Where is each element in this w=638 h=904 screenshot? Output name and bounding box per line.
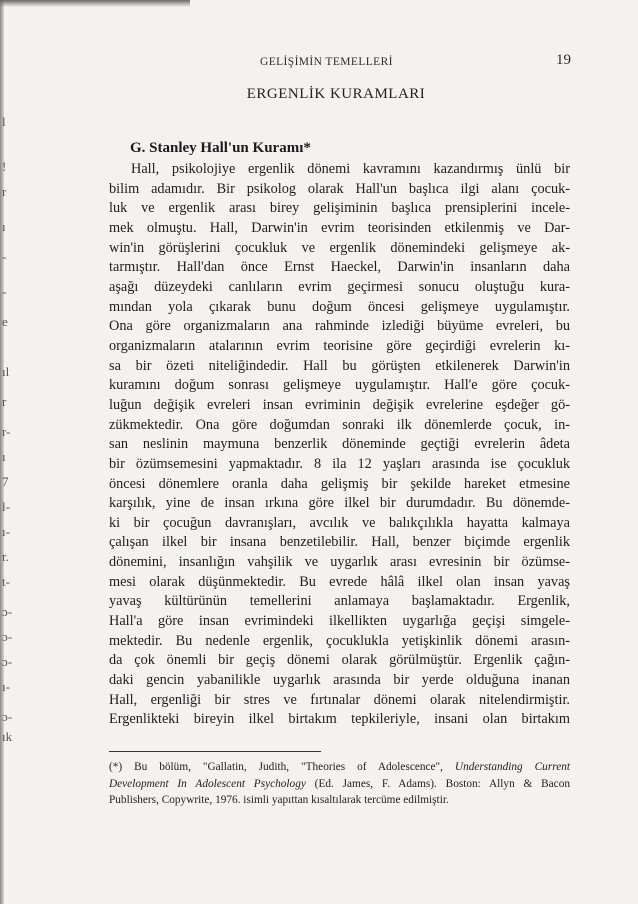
gutter-mark: ı- bbox=[2, 679, 10, 694]
text-line: Hall, ergenliği bir stres ve fırtınalar dönemi olarak nitelendirmiştir. bbox=[109, 691, 570, 708]
text-line: win'in görüşlerini çocukluk ve ergenlik dönemindeki gelişmeye ak- bbox=[109, 239, 570, 256]
gutter-mark: ı bbox=[2, 219, 6, 234]
chapter-title: ERGENLİK KURAMLARI bbox=[246, 86, 426, 102]
text-line: bilim adamıdır. Bir psikolog olarak Hall'un başlıca ilgi alanı çocuk- bbox=[109, 180, 570, 197]
gutter-mark: ı bbox=[2, 449, 6, 464]
gutter-mark: ! bbox=[2, 159, 7, 174]
gutter-mark: - bbox=[2, 249, 7, 264]
text-line: luk ve ergenlik arası birey gelişiminin başlıca prensiplerini incele- bbox=[109, 200, 570, 217]
text-line: san neslinin maymuna benzerlik döneminde geçtiği evrelerin âdeta bbox=[109, 436, 570, 453]
gutter-mark: t- bbox=[2, 574, 10, 589]
text-line: bir özümsemesini yapmaktadır. 8 ila 12 yaşları arasında ise çocukluk bbox=[109, 455, 570, 472]
text-line: çalışan ilkel bir insana benzetilebilir. Hall, benzer biçimde ergenlik bbox=[109, 534, 570, 551]
footnote bbox=[109, 759, 570, 809]
text-line: organizmaların atalarının evrim teorisine göre geçirdiği evrelerin kı- bbox=[109, 337, 570, 354]
text-line: mından yola çıkarak bunu doğum öncesi gelişmeye uygulamıştır. bbox=[109, 298, 570, 315]
gutter-mark: 7 bbox=[2, 474, 9, 489]
gutter-mark: l- bbox=[2, 499, 10, 514]
gutter-mark: ık bbox=[2, 729, 13, 744]
gutter-mark: ɔ- bbox=[2, 604, 13, 619]
body-paragraph bbox=[109, 160, 570, 730]
gutter-mark: r. bbox=[2, 549, 9, 564]
footnote-line: Development In Adolescent Psychology (Ed. James, F. Adams). Boston: Allyn & Bacon bbox=[109, 777, 570, 790]
gutter-mark: r- bbox=[2, 424, 11, 439]
gutter-mark: e bbox=[2, 314, 8, 329]
text-line: karşılık, yine de insan ırkına göre ilkel bir durumdadır. Bu dönemde- bbox=[109, 495, 570, 512]
gutter-mark: r bbox=[2, 394, 7, 409]
text-line: Hall, psikolojiye ergenlik dönemi kavramını kazandırmış ünlü bir bbox=[131, 161, 570, 177]
page-number: 19 bbox=[556, 52, 571, 68]
gutter-mark: ɔ- bbox=[2, 629, 13, 644]
gutter-mark: ɔ- bbox=[2, 709, 13, 724]
text-line: mesi olarak düşünmektedir. Bu evrede hâlâ ilkel olan insan yavaş bbox=[109, 573, 570, 590]
text-line: öncesi dönemlere oranla daha gelişmiş bir şekilde hareket etmesine bbox=[109, 475, 570, 492]
section-heading: G. Stanley Hall'un Kuramı* bbox=[130, 140, 311, 156]
text-line: mek olmuştu. Hall, Darwin'in evrim teorisinden etkilenmiş ve Dar- bbox=[109, 219, 570, 236]
text-line: dönemini, insanlığın vahşilik ve uygarlık arası evresinin bir özümse- bbox=[109, 554, 570, 571]
text-line: aşağı düzeydeki canlıların evrim geçirmesi sonucu oluştuğu kura- bbox=[109, 278, 570, 295]
text-line: kuramını doğum sonrası gelişmeye uygulamıştır. Hall'e göre çocuk- bbox=[109, 377, 570, 394]
text-line: zükmektedir. Ona göre doğumdan sonraki ilk dönemlerde çocuk, in- bbox=[109, 416, 570, 433]
text-line: luğun değişik evreleri insan evriminin değişik evrelerine eşdeğer gö- bbox=[109, 396, 570, 413]
footnote-rule bbox=[109, 751, 321, 752]
text-line: da çok önemli bir geçiş dönemi olarak görülmüştür. Ergenlik çağın- bbox=[109, 652, 570, 669]
text-line: ki bir çocuğun davranışları, avcılık ve balıkçılıkla hayatta kalmaya bbox=[109, 514, 570, 531]
gutter-mark: ɔ- bbox=[2, 654, 13, 669]
text-line: Hall'a göre insan evrimindeki ilkellikten uygarlığa geçişi simgele- bbox=[109, 613, 570, 630]
gutter-mark: - bbox=[2, 284, 7, 299]
gutter-mark: ı- bbox=[2, 524, 10, 539]
footnote-line: (*) Bu bölüm, "Gallatin, Judith, "Theories of Adolescence", Understanding Current bbox=[109, 761, 571, 773]
scan-shadow bbox=[0, 0, 190, 7]
gutter-mark: l bbox=[2, 114, 6, 129]
text-line: Ona göre organizmaların ana rahminde izlediği büyüme evreleri, bu bbox=[109, 318, 570, 335]
text-line: daki gencin yabanilikle uygarlık arasında bir yerde olduğuna inanan bbox=[109, 672, 570, 689]
text-line: Ergenlikteki bireyin ilkel birtakım tepkileriyle, insani olan birtakım bbox=[109, 711, 570, 728]
gutter-mark: r bbox=[2, 184, 7, 199]
text-line: yavaş kültürünün temellerini anlamaya başlamaktadır. Ergenlik, bbox=[109, 593, 570, 610]
running-head: GELİŞİMİN TEMELLERİ bbox=[260, 56, 393, 68]
text-line: tarmıştır. Hall'dan önce Ernst Haeckel, Darwin'in insanların daha bbox=[109, 259, 570, 276]
footnote-line: Publishers, Copywrite, 1976. isimli yapıttan kısaltılarak tercüme edilmiştir. bbox=[109, 794, 449, 806]
text-line: sa bir özeti niteliğindedir. Hall bu görüşten etkilenerek Darwin'in bbox=[109, 357, 570, 374]
text-line: mektedir. Bu nedenle ergenlik, çocuklukla yetişkinlik dönemi arasın- bbox=[109, 632, 570, 649]
gutter-bleed-marks bbox=[2, 80, 20, 744]
gutter-mark: ıl bbox=[2, 364, 10, 379]
